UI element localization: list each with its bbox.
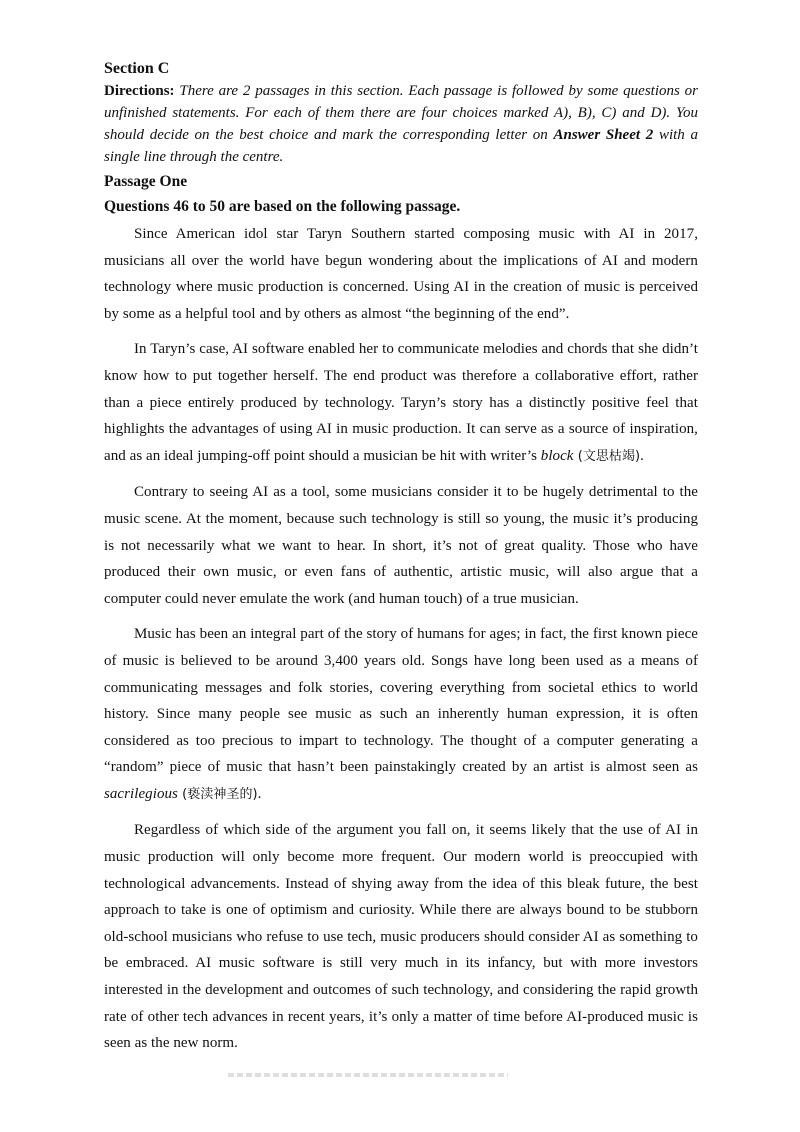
paragraph-4-text: Music has been an integral part of the story of humans for ages; in fact, the first known piece of music is believed to be around 3,400 years old. Songs have long been used as a means of communicating messages and folk stories, covering everything from societal ethics to world history. Since many people see music as such an inherently human expression, it is often considered as too precious to impart to technology. The thought of a computer generating a “random” piece of music that hasn’t been painstakingly created by an artist is almost seen as: [104, 626, 698, 776]
paragraph-4-italic: sacrilegious: [104, 785, 178, 802]
paragraph-4-gloss: (亵渎神圣的): [177, 786, 258, 802]
directions-text-2: with a single line through the centre.: [104, 127, 698, 165]
paragraph-4: [104, 621, 698, 808]
paragraph-4-end: .: [257, 785, 262, 802]
paragraph-3: Contrary to seeing AI as a tool, some musicians consider it to be hugely detrimental to the music scene. At the moment, because such technology is still so young, the music it’s producing is not necessarily what we want to hear. In short, it’s not of great quality. Those who have produced their own music, or even fans of authentic, artistic music, will also argue that a computer could never emulate the work (and human touch) of a true musician.: [104, 484, 698, 607]
questions-range: Questions 46 to 50 are based on the following passage.: [104, 198, 461, 215]
answer-sheet-label: Answer Sheet 2: [553, 127, 654, 143]
exam-page: [104, 58, 698, 1066]
paragraph-2: [104, 336, 698, 470]
paragraph-2-gloss: (文思枯竭): [573, 448, 641, 464]
paragraph-2-italic: block: [540, 447, 574, 464]
paragraph-1: Since American idol star Taryn Southern started composing music with AI in 2017, musicians all over the world have begun wondering about the implications of AI and modern technology where music production is concerned. Using AI in the creation of music is perceived by some as a helpful tool and by others as almost “the beginning of the end”.: [104, 226, 698, 322]
directions: [104, 80, 698, 168]
directions-label: Directions:: [104, 83, 175, 99]
passage-title: Passage One: [104, 173, 188, 190]
paragraph-5: Regardless of which side of the argument you fall on, it seems likely that the use of AI in music production will only become more frequent. Our modern world is preoccupied with technological advancements. Instead of shying away from the idea of this bleak future, the best approach to take is one of optimism and curiosity. While there are always bound to be stubborn old-school musicians who refuse to use tech, music producers should consider AI as something to be embraced. AI music software is still very much in its infancy, but with more investors interested in the development and outcomes of such technology, and considering the rapid growth rate of other tech advances in recent years, it’s only a matter of time before AI-produced music is seen as the new norm.: [104, 822, 698, 1052]
paragraph-2-text: In Taryn’s case, AI software enabled her to communicate melodies and chords that she didn’t know how to put together herself. The end product was therefore a collaborative effort, rather than a piece entirely produced by technology. Taryn’s story has a distinctly positive feel that highlights the advantages of using AI in music production. It can serve as a source of inspiration, and as an ideal jumping-off point should a musician be hit with writer’s: [104, 341, 698, 464]
directions-text-1: There are 2 passages in this section. Each passage is followed by some questions or unfinished statements. For each of them there are four choices marked A), B), C) and D). You should decide on the best choice and mark the corresponding letter on: [104, 83, 698, 143]
section-title: Section C: [104, 60, 170, 77]
faded-footer: [228, 1073, 508, 1077]
paragraph-2-end: .: [640, 447, 644, 464]
